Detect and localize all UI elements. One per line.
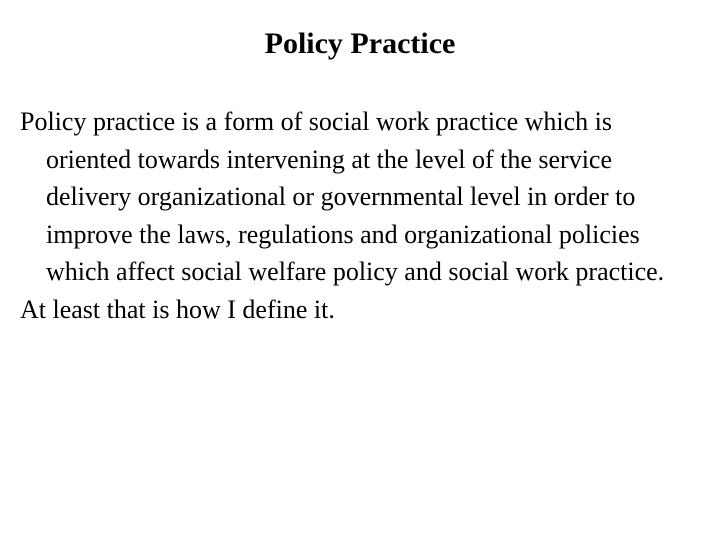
slide-body [20,103,700,328]
body-paragraph-note: At least that is how I define it. [20,294,335,324]
slide-title: Policy Practice [264,27,456,60]
body-paragraph-definition: Policy practice is a form of social work practice which is oriented towards intervening at the level of the service delivery organizational or governmental level in order to improve the laws, regulations and organizational policies which affect social welfare policy and social work practice. [20,107,665,286]
